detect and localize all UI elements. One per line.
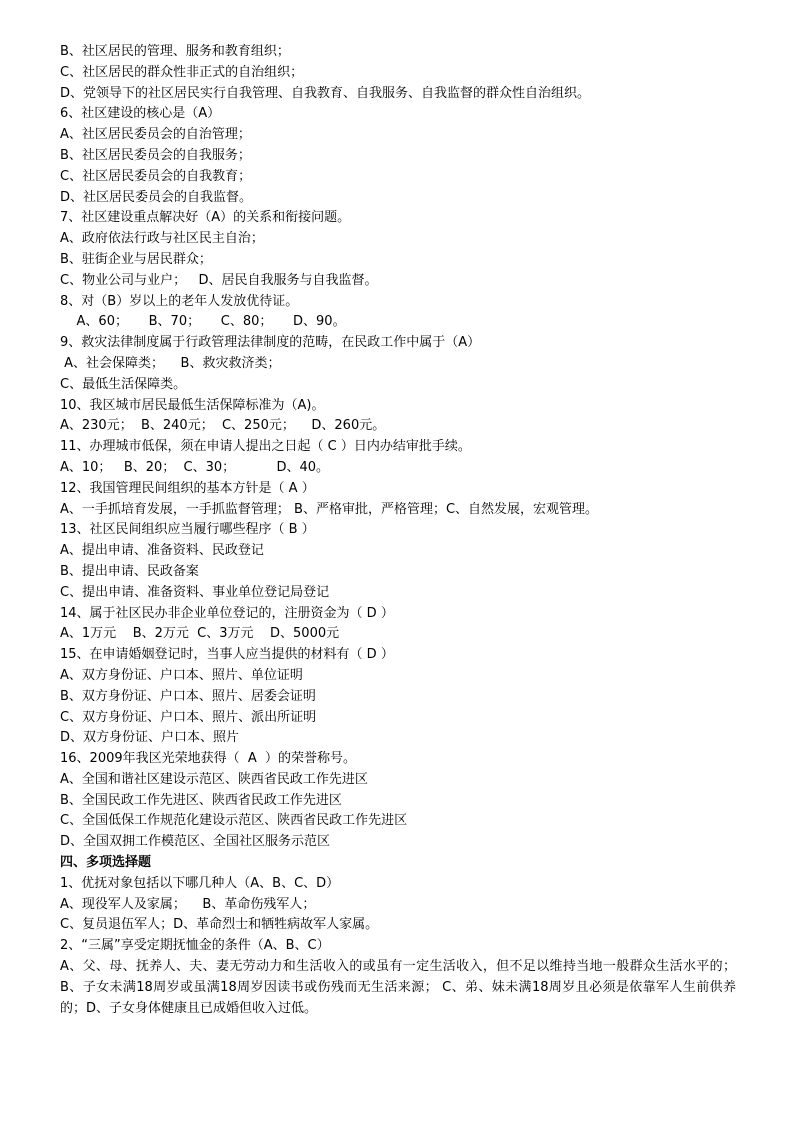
option-line: A、全国和谐社区建设示范区、陕西省民政工作先进区: [60, 771, 368, 787]
option-line: A、现役军人及家属； B、革命伤残军人；: [60, 896, 316, 912]
question-line: 16、2009年我区光荣地获得（ A ）的荣誉称号。: [60, 751, 357, 767]
document-page: [60, 42, 750, 1019]
option-line: B、双方身份证、户口本、照片、居委会证明: [60, 688, 316, 704]
question-line: 15、在申请婚姻登记时，当事人应当提供的材料有（ D ）: [60, 647, 394, 663]
text-line: B、社区居民的管理、服务和教育组织；: [60, 44, 290, 59]
section-heading: 四、多项选择题: [60, 855, 152, 871]
option-line: C、社区居民委员会的自我教育；: [60, 168, 252, 184]
question-line: 6、社区建设的核心是（A）: [60, 106, 221, 122]
question-line: 11、办理城市低保，须在申请人提出之日起（ C ）日内办结审批手续。: [60, 439, 471, 455]
option-line: D、全国双拥工作模范区、全国社区服务示范区: [60, 834, 331, 850]
question-line: 13、社区民间组织应当履行哪些程序（ B ）: [60, 522, 315, 538]
question-line: 12、我国管理民间组织的基本方针是（ A ）: [60, 480, 315, 496]
option-line: A、10； B、20； C、30； D、40。: [60, 459, 330, 475]
option-line: A、60； B、70； C、80； D、90。: [60, 314, 346, 330]
option-line: A、社会保障类； B、救灾救济类；: [60, 355, 281, 371]
text-line: D、党领导下的社区居民实行自我管理、自我教育、自我服务、自我监督的群众性自治组织。: [60, 85, 591, 101]
question-line: 2、“三属”享受定期抚恤金的条件（A、B、C）: [60, 938, 330, 954]
option-line: A、1万元 B、2万元 C、3万元 D、5000元: [60, 626, 340, 642]
option-paragraph: A、父、母、抚养人、夫、妻无劳动力和生活收入的或虽有一定生活收入，但不足以维持当地一般群众生活水平的；B、子女未满18周岁或虽满18周岁因读书或伤残而无生活来源； C、弟、妹未满18周岁且必须是依靠军人生前供养的；D、子女身体健康且已成婚但收入过低。: [60, 959, 736, 1016]
option-line: C、提出申请、准备资料、事业单位登记局登记: [60, 584, 330, 600]
question-line: 9、救灾法律制度属于行政管理法律制度的范畴，在民政工作中属于（A）: [60, 335, 481, 351]
question-line: 8、对（B）岁以上的老年人发放优待证。: [60, 293, 299, 309]
question-line: 1、优抚对象包括以下哪几种人（A、B、C、D）: [60, 875, 340, 891]
text-line: C、社区居民的群众性非正式的自治组织；: [60, 64, 304, 80]
option-line: C、物业公司与业户； D、居民自我服务与自我监督。: [60, 272, 378, 288]
option-line: B、社区居民委员会的自我服务；: [60, 147, 251, 163]
option-line: A、提出申请、准备资料、民政登记: [60, 543, 264, 559]
option-line: A、一手抓培育发展，一手抓监督管理； B、严格审批，严格管理；C、自然发展，宏观管理。: [60, 501, 599, 517]
option-line: D、社区居民委员会的自我监督。: [60, 189, 253, 205]
option-line: C、全国低保工作规范化建设示范区、陕西省民政工作先进区: [60, 813, 408, 829]
question-line: 14、属于社区民办非企业单位登记的，注册资金为（ D ）: [60, 605, 394, 621]
option-line: A、社区居民委员会的自治管理；: [60, 127, 251, 143]
question-line: 10、我区城市居民最低生活保障标准为（A)。: [60, 397, 325, 413]
option-line: D、双方身份证、户口本、照片: [60, 730, 240, 746]
option-line: A、政府依法行政与社区民主自治；: [60, 231, 264, 247]
option-line: A、230元； B、240元； C、250元； D、260元。: [60, 418, 386, 434]
option-line: C、复员退伍军人；D、革命烈士和牺牲病故军人家属。: [60, 917, 379, 933]
option-line: B、提出申请、民政备案: [60, 563, 199, 579]
option-line: C、双方身份证、户口本、照片、派出所证明: [60, 709, 317, 725]
option-line: A、双方身份证、户口本、照片、单位证明: [60, 667, 303, 683]
option-line: B、驻街企业与居民群众；: [60, 251, 212, 267]
question-line: 7、社区建设重点解决好（A）的关系和衔接问题。: [60, 210, 351, 226]
option-line: C、最低生活保障类。: [60, 376, 187, 392]
option-line: B、全国民政工作先进区、陕西省民政工作先进区: [60, 792, 342, 808]
